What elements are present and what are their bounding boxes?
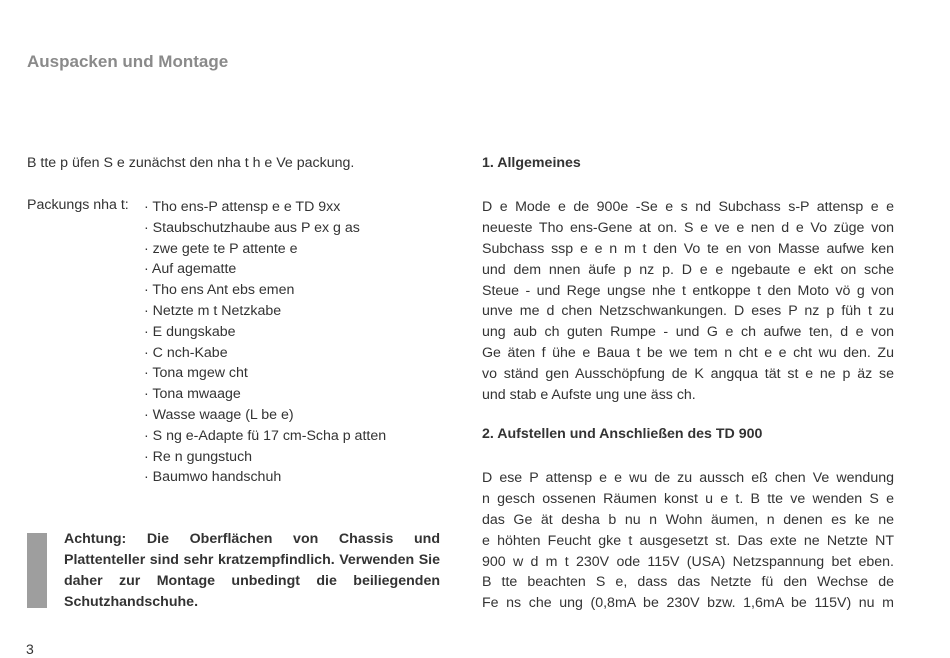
text-line: ung aub ch guten Rumpe - und G e ch aufwe ten, d e von: [482, 324, 894, 341]
package-item: · Baumwo handschuh: [144, 469, 282, 486]
text-line: Subchass ssp e e n m t den Vo te en von Masse aufwe ken: [482, 240, 894, 257]
text-line: D e Mode e de 900e -Se e s nd Subchass s-P attensp e e: [482, 199, 894, 215]
page-title: Auspacken und Montage: [27, 52, 229, 71]
package-item: · C nch-Kabe: [144, 344, 228, 361]
warning-text: Achtung: Die Oberflächen von Chassis und Plattenteller sind sehr kratzempfindlich. Verwenden Sie daher zur Montage unbedingt die beiliegenden Schutzhandschuhe.: [64, 531, 440, 610]
text-line: D ese P attensp e e wu de zu aussch eß chen Ve wendung: [482, 470, 894, 486]
text-line: unve me d chen Netzschwankungen. D eses P nz p füh t zu: [482, 303, 894, 320]
text-line: 900 w d m t 230V ode 115V (USA) Netzspannung bet eben.: [482, 553, 894, 570]
text-line: und dem nnen äufe p nz p. D e e ngebaute e ekt on sche: [482, 261, 894, 278]
warning-bar: [27, 533, 47, 608]
text-line: Ge äten f ühe e Bauа t be we tem n cht e e cht wu den. Zu: [482, 345, 894, 362]
package-item: · zwe gete te P attente e: [144, 240, 298, 257]
text-line: vo ständ gen Ausschöpfung de K angqua tät st e ne p äz se: [482, 366, 894, 383]
page-number: 3: [26, 641, 34, 657]
section-heading-general: 1. Allgemeines: [482, 155, 581, 171]
text-line: das Ge ät desha b nu n Wohn äumen, n denen es ke ne: [482, 511, 894, 528]
package-contents-label: Packungs nha t:: [27, 197, 129, 213]
text-line: e höhten Feucht gke t ausgesetzt st. Das exte ne Netzte NT: [482, 532, 894, 549]
package-item: · Tho ens-P attensp e e TD 9xx: [144, 199, 341, 215]
package-item: · Auf agematte: [144, 261, 237, 278]
package-item: · Tona mwaage: [144, 386, 241, 403]
package-item: · E dungskabe: [144, 323, 236, 340]
package-item: · Wasse waage (L be e): [144, 406, 294, 423]
text-line: n gesch ossenen Räumen konst u e t. B tte ve wenden S e: [482, 490, 894, 507]
text-line: Steue - und Rege ungse nhe t entkoppe t den Moto vö g von: [482, 282, 894, 299]
package-item: · Re n gungstuch: [144, 448, 253, 465]
text-line: B tte beachten S e, dass das Netzte fü den Wechse de: [482, 574, 894, 591]
package-item: · Tona mgew cht: [144, 365, 248, 382]
section-body-general: [482, 197, 894, 406]
text-line: neueste Tho ens-Gene at on. S e ve e nen d e Vo züge von: [482, 219, 894, 236]
package-contents-list: [144, 197, 444, 488]
package-item: · Tho ens Ant ebs emen: [144, 282, 295, 299]
intro-text: B tte p üfen S e zunächst den nha t h e Ve packung.: [27, 155, 355, 171]
section-heading-setup: 2. Aufstellen und Anschließen des TD 900: [482, 426, 763, 442]
section-body-setup: [482, 468, 894, 614]
text-line: und stab e Aufste ung une äss ch.: [482, 387, 696, 404]
text-line: Fe ns che ung (0,8mA be 230V bzw. 1,6mA be 115V) nu m: [482, 595, 894, 612]
package-item: · Netzte m t Netzkabe: [144, 302, 282, 319]
package-item: · Staubschutzhaube aus P ex g as: [144, 219, 360, 236]
package-item: · S ng e-Adapte fü 17 cm-Scha p atten: [144, 427, 387, 444]
